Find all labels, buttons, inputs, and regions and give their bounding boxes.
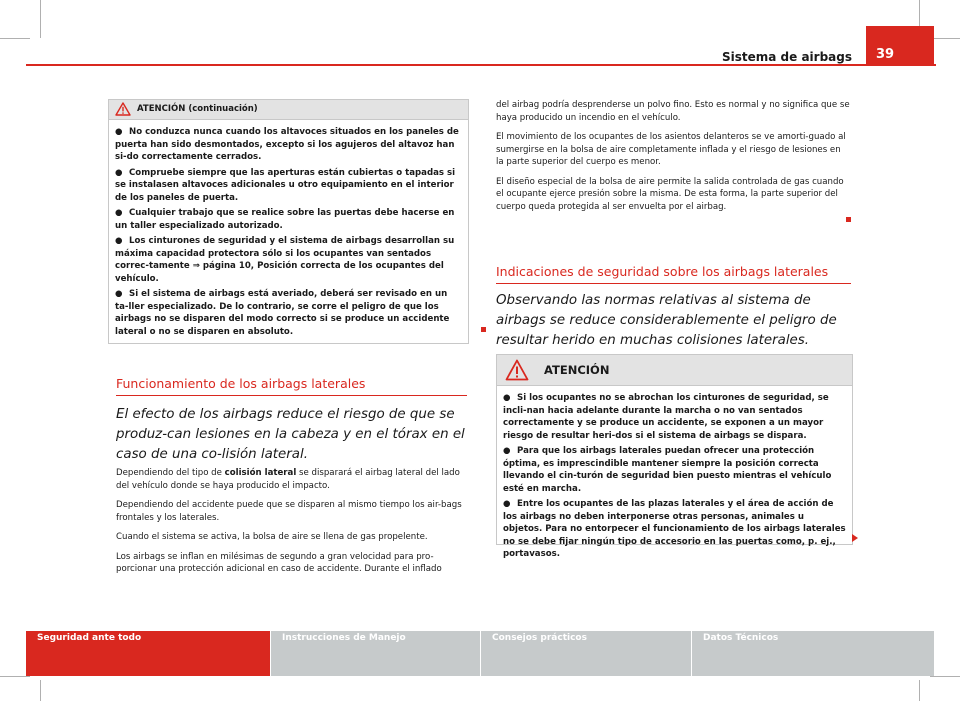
end-mark-icon xyxy=(481,327,486,332)
paragraph: El diseño especial de la bolsa de aire permite la salida controlada de gas cuando el ocupante ejerce presión sobre la misma. De esta forma, la parte superior del cuerpo queda protegida al ser envuelta por el airbag. xyxy=(496,176,844,212)
footer-tab-tips[interactable] xyxy=(481,631,691,676)
paragraph: del airbag podría desprenderse un polvo fino. Esto es normal y no significa que se haya producido un incendio en el vehículo. xyxy=(496,100,850,123)
footer-tab-label: Seguridad ante todo xyxy=(37,633,142,643)
footer-tab-technical[interactable] xyxy=(692,631,934,676)
warning-body xyxy=(109,120,468,338)
list-item: ● Para que los airbags laterales puedan ofrecer una protección óptima, es imprescindible mantener siempre la posición correcta llevando el cin-turón de seguridad bien puesto mientras el vehículo esté en marcha. xyxy=(503,446,832,494)
page-number xyxy=(866,26,934,66)
section-rule xyxy=(496,283,851,284)
footer-tab-label: Consejos prácticos xyxy=(492,633,587,643)
paragraph: Dependiendo del tipo de colisión lateral se disparará el airbag lateral del lado del vehículo donde se haya producido el impacto. xyxy=(116,468,460,491)
list-item: ● No conduzca nunca cuando los altavoces situados en los paneles de puerta han sido desmontados, excepto si los agujeros del altavoz han si-do correctamente cerrados. xyxy=(115,127,459,162)
list-item: ● Cualquier trabajo que se realice sobre las puertas debe hacerse en un taller especializado autorizado. xyxy=(115,208,455,231)
warning-box xyxy=(496,354,853,559)
footer-tab-operation[interactable] xyxy=(271,631,480,676)
list-item: ● Compruebe siempre que las aperturas están cubiertas o tapadas si se instalasen altavoces adicionales u otro equipamiento en el interior de los paneles de puerta. xyxy=(115,167,456,203)
footer-tab-safety[interactable] xyxy=(26,631,270,676)
warning-triangle-icon xyxy=(115,102,131,116)
warning-triangle-icon xyxy=(505,359,529,381)
warning-header xyxy=(497,355,852,386)
list-item: ● Los cinturones de seguridad y el sistema de airbags desarrollan su máxima capacidad protectora sólo si los ocupantes van sentados correc-tamente ⇒ página 10, Posición correcta de los ocupantes del vehículo. xyxy=(115,236,455,284)
paragraph: Cuando el sistema se activa, la bolsa de aire se llena de gas propelente. xyxy=(116,532,428,542)
paragraph: Los airbags se inflan en milésimas de segundo a gran velocidad para pro-porcionar una protección adicional en caso de accidente. Durante el inflado xyxy=(116,551,442,574)
section-title: Indicaciones de seguridad sobre los airbags laterales xyxy=(496,264,829,279)
crop-mark xyxy=(40,0,41,38)
warning-title: ATENCIÓN (continuación) xyxy=(137,104,258,114)
right-column-body xyxy=(496,99,850,220)
section-title: Funcionamiento de los airbags laterales xyxy=(116,376,366,391)
list-item: ● Si el sistema de airbags está averiado, deberá ser revisado en un ta-ller especializado. De lo contrario, se corre el peligro de que los airbags no se disparen del modo correcto si se produce un accidente lateral o no se disparen en absoluto. xyxy=(115,289,450,337)
crop-mark xyxy=(40,680,41,701)
footer-tab-label: Datos Técnicos xyxy=(703,633,779,643)
footer-tab-label: Instrucciones de Manejo xyxy=(282,633,406,643)
warning-title: ATENCIÓN xyxy=(544,363,610,377)
section-body xyxy=(116,467,466,583)
list-item: ● Si los ocupantes no se abrochan los cinturones de seguridad, se incli-nan hacia adelante durante la marcha o no van sentados correctamente y se produce un accidente, se exponen a un mayor riesgo de resultar heri-dos si el sistema de airbags se dispara. xyxy=(503,393,829,441)
page-number-text: 39 xyxy=(876,47,895,62)
crop-mark xyxy=(930,38,960,39)
list-item: ● Entre los ocupantes de las plazas laterales y el área de acción de los airbags no deben interponerse otras personas, animales u objetos. Para no entorpecer el funcionamiento de los airbags laterales no se debe fijar ningún tipo de accesorio en las puertas como, p. ej., portavasos. xyxy=(503,499,846,559)
crop-mark xyxy=(0,38,30,39)
crop-mark xyxy=(919,680,920,701)
warning-box-continued xyxy=(108,99,469,344)
crop-mark xyxy=(930,676,960,677)
header-rule xyxy=(26,64,936,66)
end-mark-icon xyxy=(846,217,851,222)
crop-mark xyxy=(0,676,30,677)
continue-arrow-icon xyxy=(852,534,858,542)
section-rule xyxy=(116,395,467,396)
warning-body xyxy=(497,386,852,561)
section-intro: El efecto de los airbags reduce el riesgo de que se produz-can lesiones en la cabeza y en el tórax en el caso de una co-lisión lateral. xyxy=(116,407,465,462)
paragraph: El movimiento de los ocupantes de los asientos delanteros se ve amorti-guado al sumergirse en la bolsa de aire completamente inflada y el riesgo de lesiones en la parte superior del cuerpo es menor. xyxy=(496,132,846,167)
page-title: Sistema de airbags xyxy=(721,50,852,64)
warning-header xyxy=(109,100,468,120)
section-intro: Observando las normas relativas al sistema de airbags se reduce considerablemente el peligro de resultar herido en muchas colisiones laterales. xyxy=(496,293,837,348)
paragraph: Dependiendo del accidente puede que se disparen al mismo tiempo los air-bags frontales y los laterales. xyxy=(116,500,462,523)
